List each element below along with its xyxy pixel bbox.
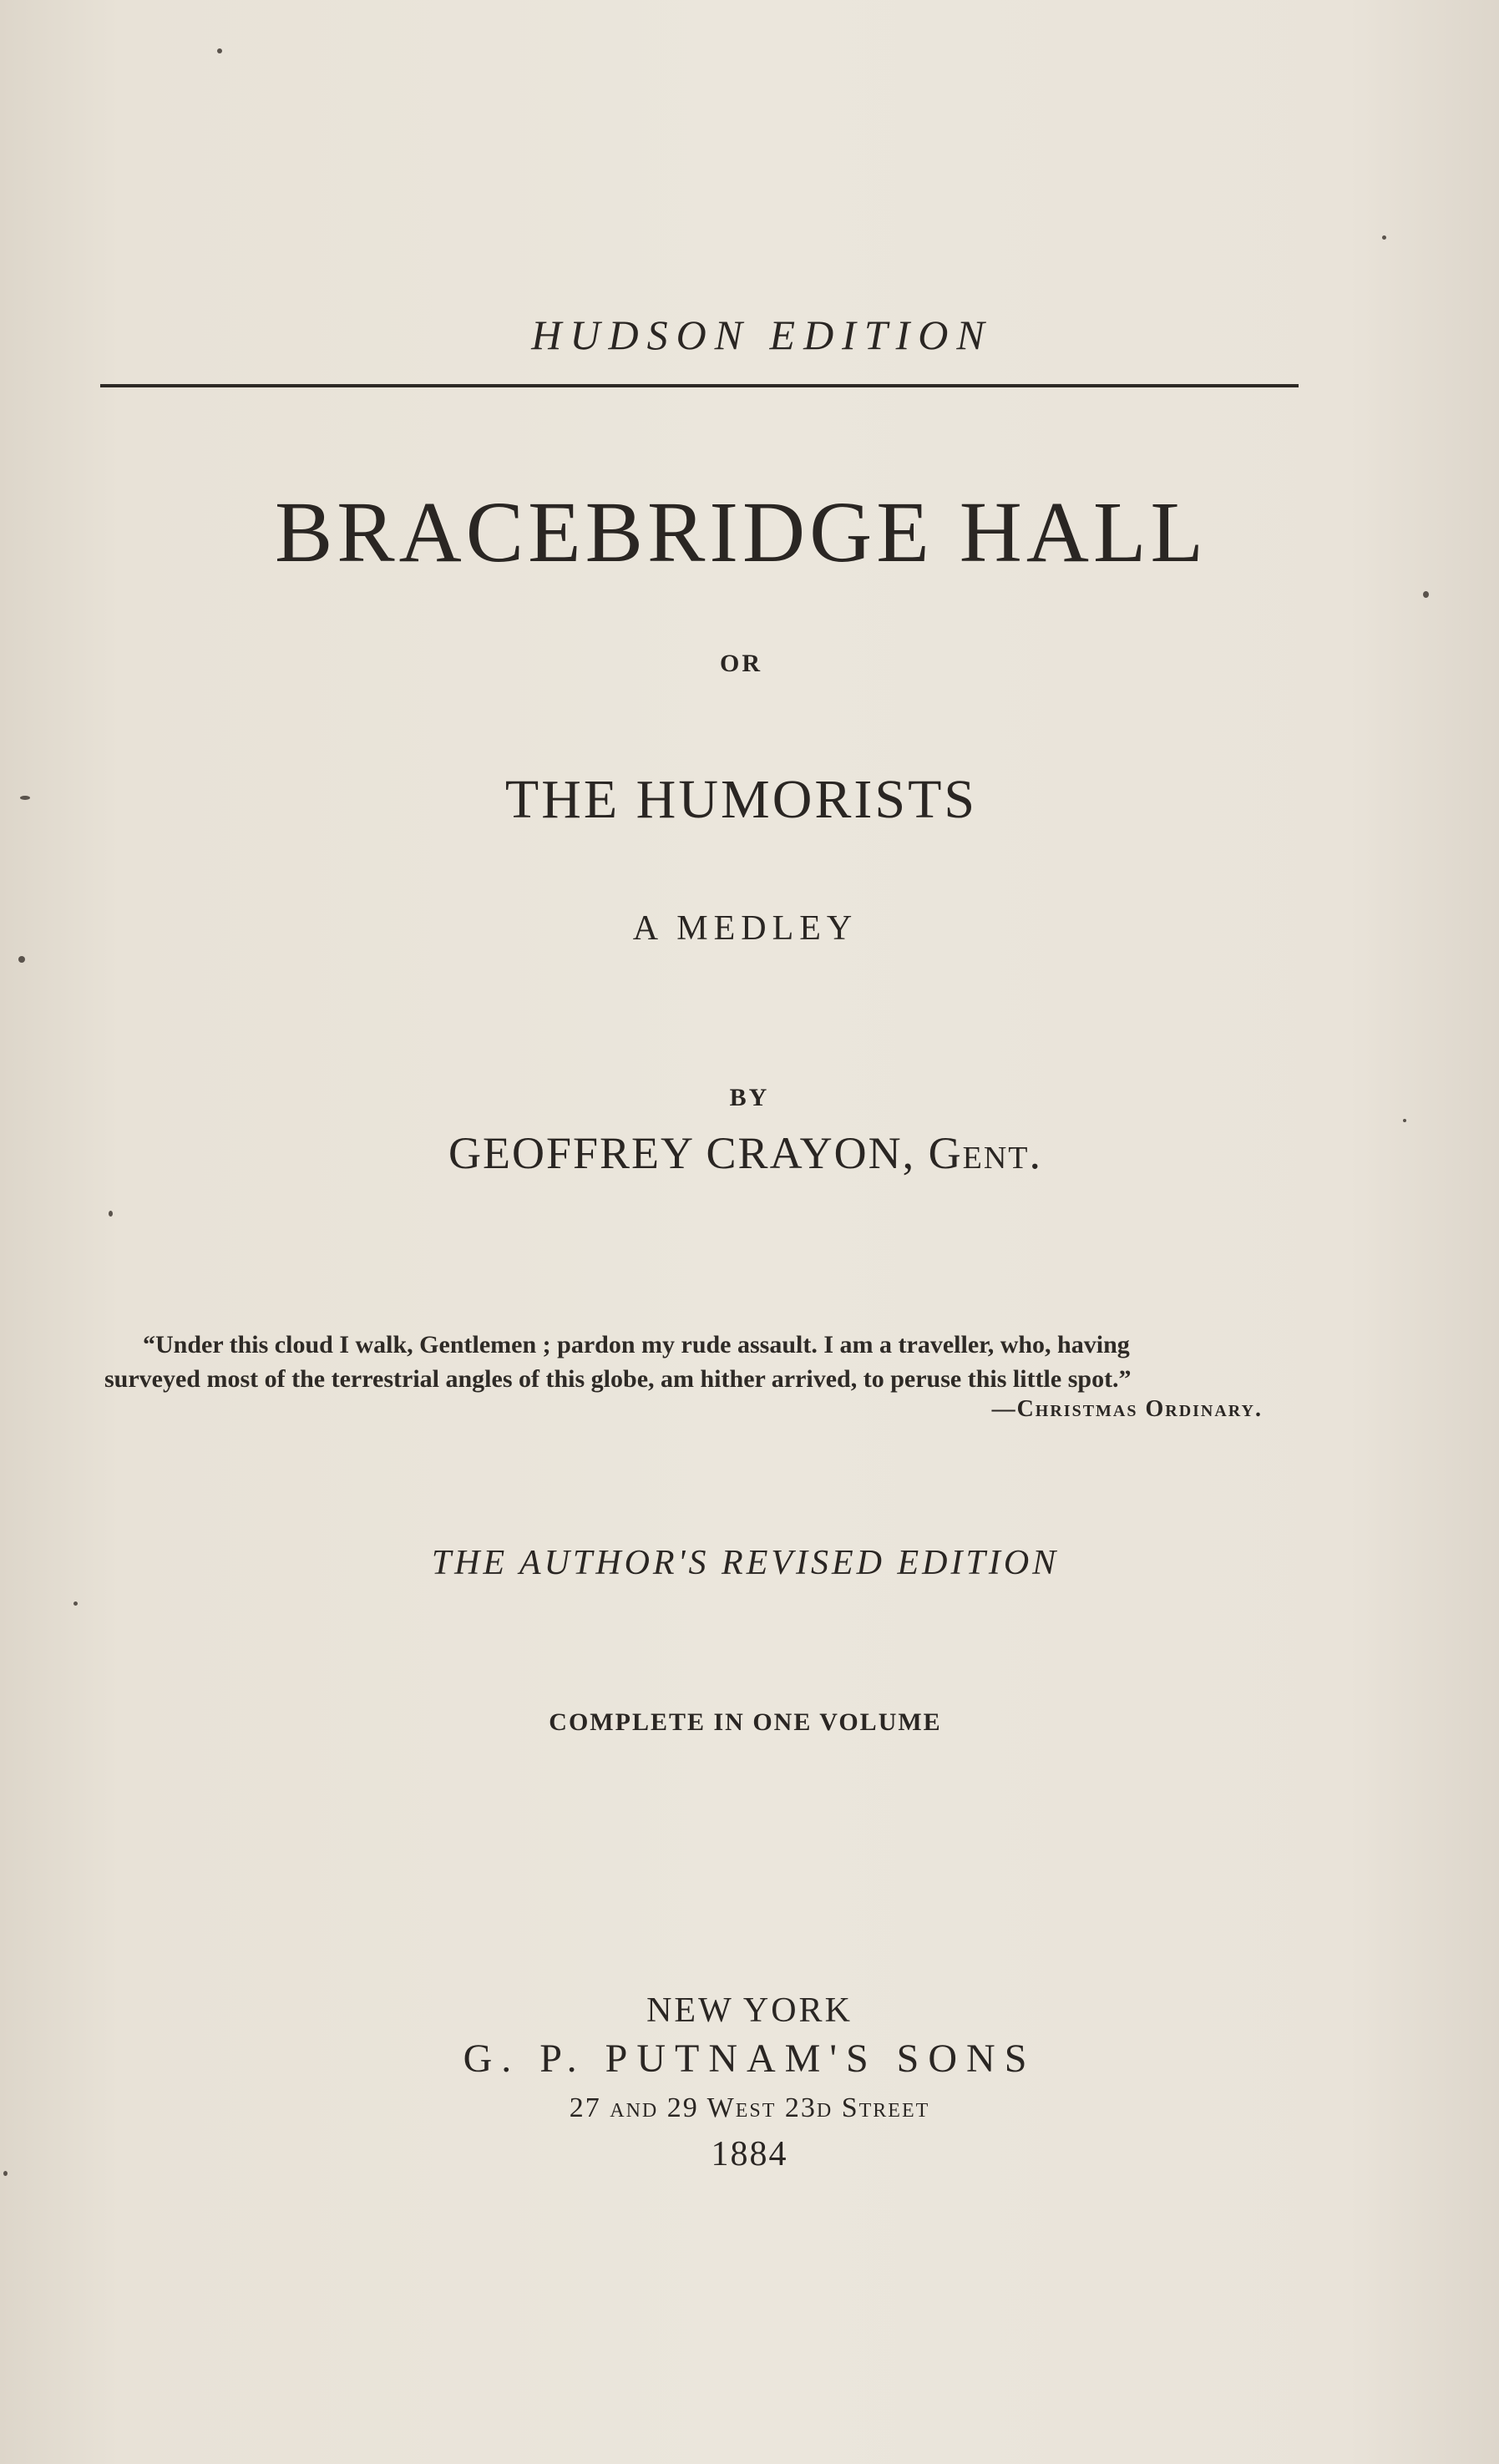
author-line (0, 1127, 1495, 1179)
paper-speck (1423, 591, 1429, 598)
paper-speck (20, 796, 30, 800)
author-name: GEOFFREY CRAYON, (448, 1128, 916, 1178)
paper-speck (217, 48, 222, 53)
imprint-city: NEW YORK (646, 1991, 853, 2030)
epigraph (104, 1328, 1294, 1396)
epigraph-source: —Christmas Ordinary. (991, 1396, 1263, 1422)
imprint-address: 27 and 29 West 23d Street (569, 2092, 930, 2123)
paper-speck (1403, 1119, 1406, 1122)
paper-speck (73, 1601, 78, 1606)
volume-note: COMPLETE IN ONE VOLUME (549, 1708, 942, 1736)
revised-edition-line: THE AUTHOR'S REVISED EDITION (431, 1544, 1060, 1582)
imprint-year: 1884 (711, 2135, 788, 2173)
paper-speck (3, 2171, 8, 2176)
edition-header: HUDSON EDITION (531, 311, 993, 358)
epigraph-line-1: “Under this cloud I walk, Gentlemen ; pardon my rude assault. I am a traveller, who, having (143, 1331, 1130, 1358)
book-title: BRACEBRIDGE HALL (274, 484, 1208, 580)
epigraph-line-2: surveyed most of the terrestrial angles of this globe, am hither arrived, to peruse this little spot.” (104, 1365, 1132, 1393)
paper-speck (109, 1211, 113, 1217)
by-line: BY (729, 1084, 770, 1111)
book-subtitle: THE HUMORISTS (504, 769, 978, 830)
header-rule (100, 384, 1299, 387)
author-suffix: Gent. (928, 1128, 1042, 1178)
imprint-publisher: G. P. PUTNAM'S SONS (463, 2036, 1036, 2081)
or-connector: OR (720, 650, 762, 677)
genre-line: A MEDLEY (632, 909, 858, 948)
paper-speck (18, 956, 25, 963)
paper-speck (1382, 235, 1386, 240)
